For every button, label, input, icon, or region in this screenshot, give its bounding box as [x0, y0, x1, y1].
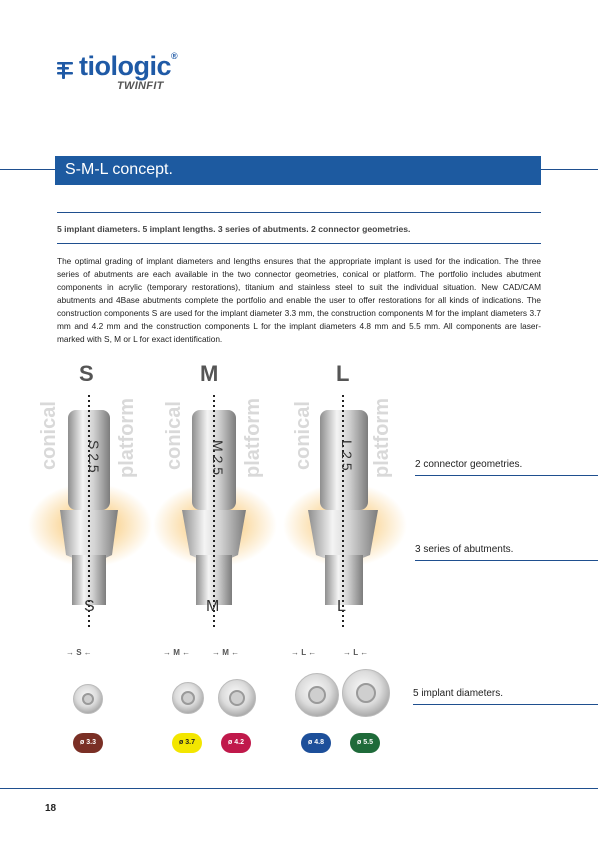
- measure-m-1: → M ←: [163, 648, 191, 657]
- laser-mark-m: M 2.5: [210, 440, 226, 476]
- section-title-bar: [55, 156, 541, 185]
- page-number: 18: [45, 803, 57, 814]
- measure-s: → S ←: [66, 648, 92, 657]
- abutment-letter-m: M: [200, 361, 219, 386]
- subtitle-rule-top: [57, 212, 541, 213]
- diameter-badge-42: ø 4.2: [221, 733, 251, 753]
- base-letter-s: S: [84, 598, 95, 615]
- implant-top-view-37: [172, 682, 204, 714]
- body-paragraph: The optimal grading of implant diameters and lengths ensures that the appropriate implant is used for the indication. The three series of abutments are each available in the two connector geometries, conical or platform. The portfolio includes abutment components in acrylic (temporary restorations), titanium and stainless steel to suit the individual situation. New CAD/CAM abutments and 4Base abutments complete the portfolio and enable the user to offer restorations for all kinds of indications. The construction components S are used for the implant diameter 3.3 mm, the construction components M for the implant diameters 3.7 mm and 4.2 mm and the construction components L for the implant diameters 4.8 mm and 5.5 mm. All components are laser-marked with S, M or L for exact identification.: [57, 256, 541, 344]
- page-title: S-M-L concept.: [65, 161, 173, 178]
- brand-logo: [55, 51, 195, 97]
- laser-mark-l: L 2.5: [339, 440, 355, 471]
- platform-label-m: platform: [242, 398, 264, 478]
- conical-label-m: conical: [163, 401, 185, 470]
- measure-l-2: → L ←: [343, 648, 369, 657]
- diameter-badge-55: ø 5.5: [350, 733, 380, 753]
- diameter-badge-33: ø 3.3: [73, 733, 103, 753]
- measure-l-1: → L ←: [291, 648, 317, 657]
- implant-top-view-55: [342, 669, 390, 717]
- callout-series-rule: [415, 560, 598, 561]
- implant-top-view-48: [295, 673, 339, 717]
- diameter-badge-48: ø 4.8: [301, 733, 331, 753]
- conical-label-s: conical: [38, 401, 60, 470]
- logo-wordmark: tiologic®: [79, 51, 178, 81]
- callout-connector: 2 connector geometries.: [415, 459, 523, 470]
- callout-connector-rule: [415, 475, 598, 476]
- implant-top-view-42: [218, 679, 256, 717]
- platform-label-l: platform: [371, 398, 393, 478]
- abutment-letter-l: L: [336, 361, 350, 386]
- subtitle-rule-bottom: [57, 243, 541, 244]
- logo-subline: TWINFIT: [117, 80, 164, 92]
- conical-label-l: conical: [292, 401, 314, 470]
- platform-label-s: platform: [116, 398, 138, 478]
- diameter-badge-37: ø 3.7: [172, 733, 202, 753]
- measure-m-2: → M ←: [212, 648, 240, 657]
- implant-top-view-33: [73, 684, 103, 714]
- subtitle: 5 implant diameters. 5 implant lengths. 3 series of abutments. 2 connector geometries.: [57, 224, 411, 234]
- footer-rule: [0, 788, 598, 789]
- base-letter-m: M: [206, 598, 220, 615]
- callout-series: 3 series of abutments.: [415, 544, 514, 555]
- tiologic-logo-icon: [55, 59, 77, 81]
- abutment-letter-s: S: [79, 361, 94, 386]
- base-letter-l: L: [337, 598, 346, 615]
- callout-diameters: 5 implant diameters.: [413, 688, 504, 699]
- abutment-illustrations: [20, 385, 420, 635]
- laser-mark-s: S 2.5: [86, 440, 102, 473]
- callout-diameters-rule: [413, 704, 598, 705]
